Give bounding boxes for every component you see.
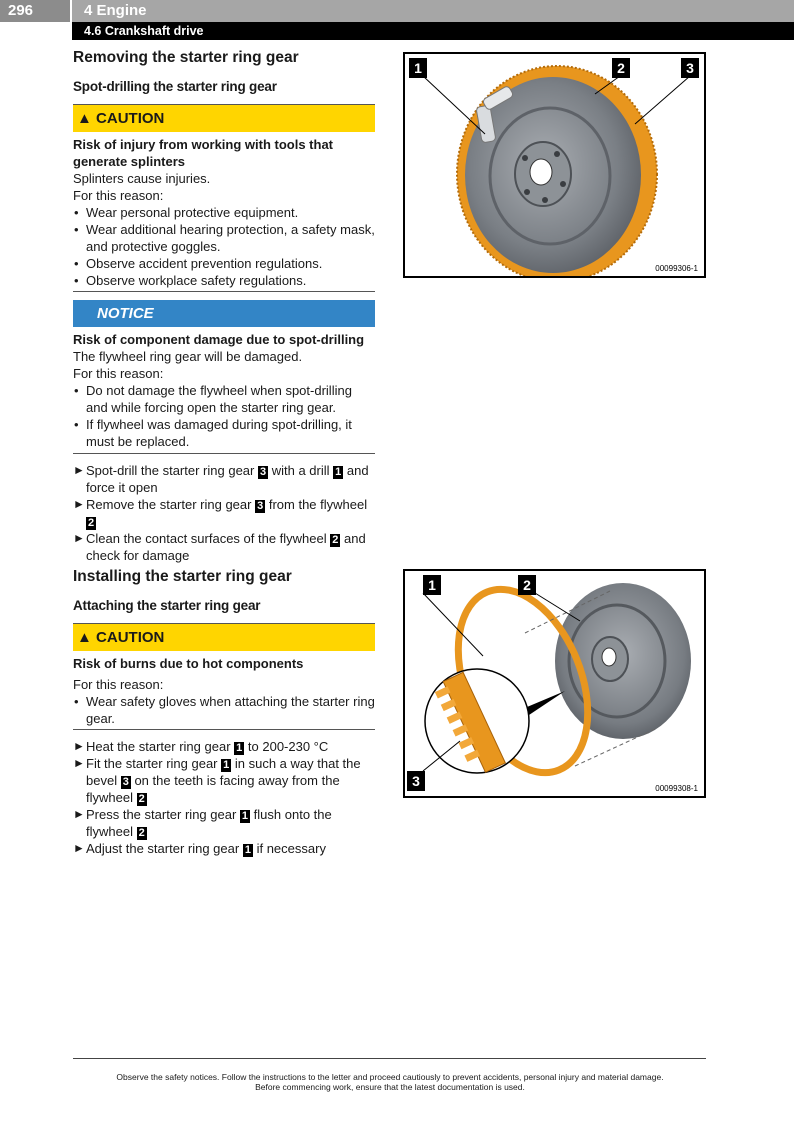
notice-heading: Risk of component damage due to spot-drilling <box>73 332 365 347</box>
figure-callout-label: 3 <box>407 771 425 791</box>
callout-number: 1 <box>241 810 249 822</box>
installing-title: Installing the starter ring gear <box>73 568 292 585</box>
caution-bullet: • Wear additional hearing protection, a safety mask, and protective goggles. <box>73 221 375 255</box>
removing-title: Removing the starter ring gear <box>73 49 299 66</box>
step-item: ► Fit the starter ring gear 1 in such a way that the bevel 3 on the teeth is facing away from the flywheel 2 <box>73 756 361 805</box>
step-item: ► Press the starter ring gear 1 flush onto the flywheel 2 <box>73 807 332 839</box>
notice-box <box>73 300 375 454</box>
step-arrow-icon: ► <box>73 841 85 855</box>
removing-steps <box>73 462 375 564</box>
flywheel-drill-illustration <box>405 54 704 276</box>
footer-notice <box>60 1072 720 1092</box>
notice-label: NOTICE <box>73 300 375 327</box>
step-item: ► Spot-drill the starter ring gear 3 with a drill 1 and force it open <box>73 463 369 495</box>
footer-divider <box>73 1058 706 1059</box>
footer-line-2: Before commencing work, ensure that the latest documentation is used. <box>255 1082 525 1092</box>
step-arrow-icon: ► <box>73 739 85 753</box>
ring-gear-illustration <box>405 571 704 796</box>
caution-bullet: • Wear personal protective equipment. <box>73 204 375 221</box>
caution-reason: For this reason: <box>73 188 164 203</box>
caution-reason: For this reason: <box>73 677 164 692</box>
figure-callout-label: 1 <box>409 58 427 78</box>
callout-number: 1 <box>335 466 342 478</box>
removing-subtitle: Spot-drilling the starter ring gear <box>73 79 277 94</box>
figure-attaching-ring-gear <box>403 569 706 798</box>
caution-heading: Risk of burns due to hot components <box>73 656 304 671</box>
figure-spot-drilling <box>403 52 706 278</box>
notice-bullet: • If flywheel was damaged during spot-drilling, it must be replaced. <box>73 416 375 450</box>
callout-number: 3 <box>122 776 129 788</box>
step-arrow-icon: ► <box>73 463 85 477</box>
chapter-title: 4 Engine <box>72 0 794 22</box>
caution-effect: Splinters cause injuries. <box>73 171 211 186</box>
figure-callout-label: 2 <box>518 575 536 595</box>
notice-bullet: • Do not damage the flywheel when spot-drilling and while forcing open the starter ring gear. <box>73 382 375 416</box>
figure-code: 00099308-1 <box>655 784 698 793</box>
notice-reason: For this reason: <box>73 366 164 381</box>
callout-number: 2 <box>88 517 95 529</box>
footer-line-1: Observe the safety notices. Follow the instructions to the letter and proceed cautiously to prevent accidents, personal injury and material damage. <box>116 1072 664 1082</box>
caution-label: CAUTION <box>96 110 165 127</box>
callout-number: 2 <box>332 534 339 546</box>
caution-label: CAUTION <box>96 629 165 646</box>
warning-triangle-icon: ▲ <box>77 629 92 646</box>
caution-bullet: • Observe workplace safety regulations. <box>73 272 375 289</box>
caution-heading: Risk of injury from working with tools that generate splinters <box>73 137 334 169</box>
removing-section <box>73 48 375 564</box>
step-item: ► Clean the contact surfaces of the flywheel 2 and check for damage <box>73 531 366 563</box>
caution-box-2 <box>73 623 375 730</box>
callout-number: 1 <box>244 844 251 856</box>
step-arrow-icon: ► <box>73 807 85 821</box>
figure-callout-label: 3 <box>681 58 699 78</box>
section-title: 4.6 Crankshaft drive <box>72 22 794 40</box>
caution-banner <box>73 104 375 132</box>
installing-section <box>73 567 375 857</box>
step-arrow-icon: ► <box>73 497 85 511</box>
page-number: 296 <box>0 0 70 22</box>
callout-number: 2 <box>138 793 145 805</box>
installing-subtitle: Attaching the starter ring gear <box>73 598 261 613</box>
installing-steps <box>73 738 375 857</box>
callout-number: 2 <box>138 827 145 839</box>
warning-triangle-icon: ▲ <box>77 110 92 127</box>
figure-callout-label: 1 <box>423 575 441 595</box>
figure-code: 00099306-1 <box>655 264 698 273</box>
step-item: ► Adjust the starter ring gear 1 if necessary <box>73 841 326 856</box>
step-item: ► Remove the starter ring gear 3 from the flywheel 2 <box>73 497 368 529</box>
caution-box-1 <box>73 104 375 292</box>
notice-effect: The flywheel ring gear will be damaged. <box>73 349 303 364</box>
caution-bullet: • Observe accident prevention regulations. <box>73 255 375 272</box>
step-arrow-icon: ► <box>73 531 85 545</box>
callout-number: 3 <box>259 466 267 478</box>
callout-number: 1 <box>236 742 243 754</box>
caution-bullet: • Wear safety gloves when attaching the starter ring gear. <box>73 693 375 727</box>
step-item: ► Heat the starter ring gear 1 to 200-230 °C <box>73 739 329 754</box>
figure-callout-label: 2 <box>612 58 630 78</box>
caution-banner <box>73 623 375 651</box>
callout-number: 3 <box>257 500 264 512</box>
step-arrow-icon: ► <box>73 756 85 770</box>
callout-number: 1 <box>223 759 230 771</box>
